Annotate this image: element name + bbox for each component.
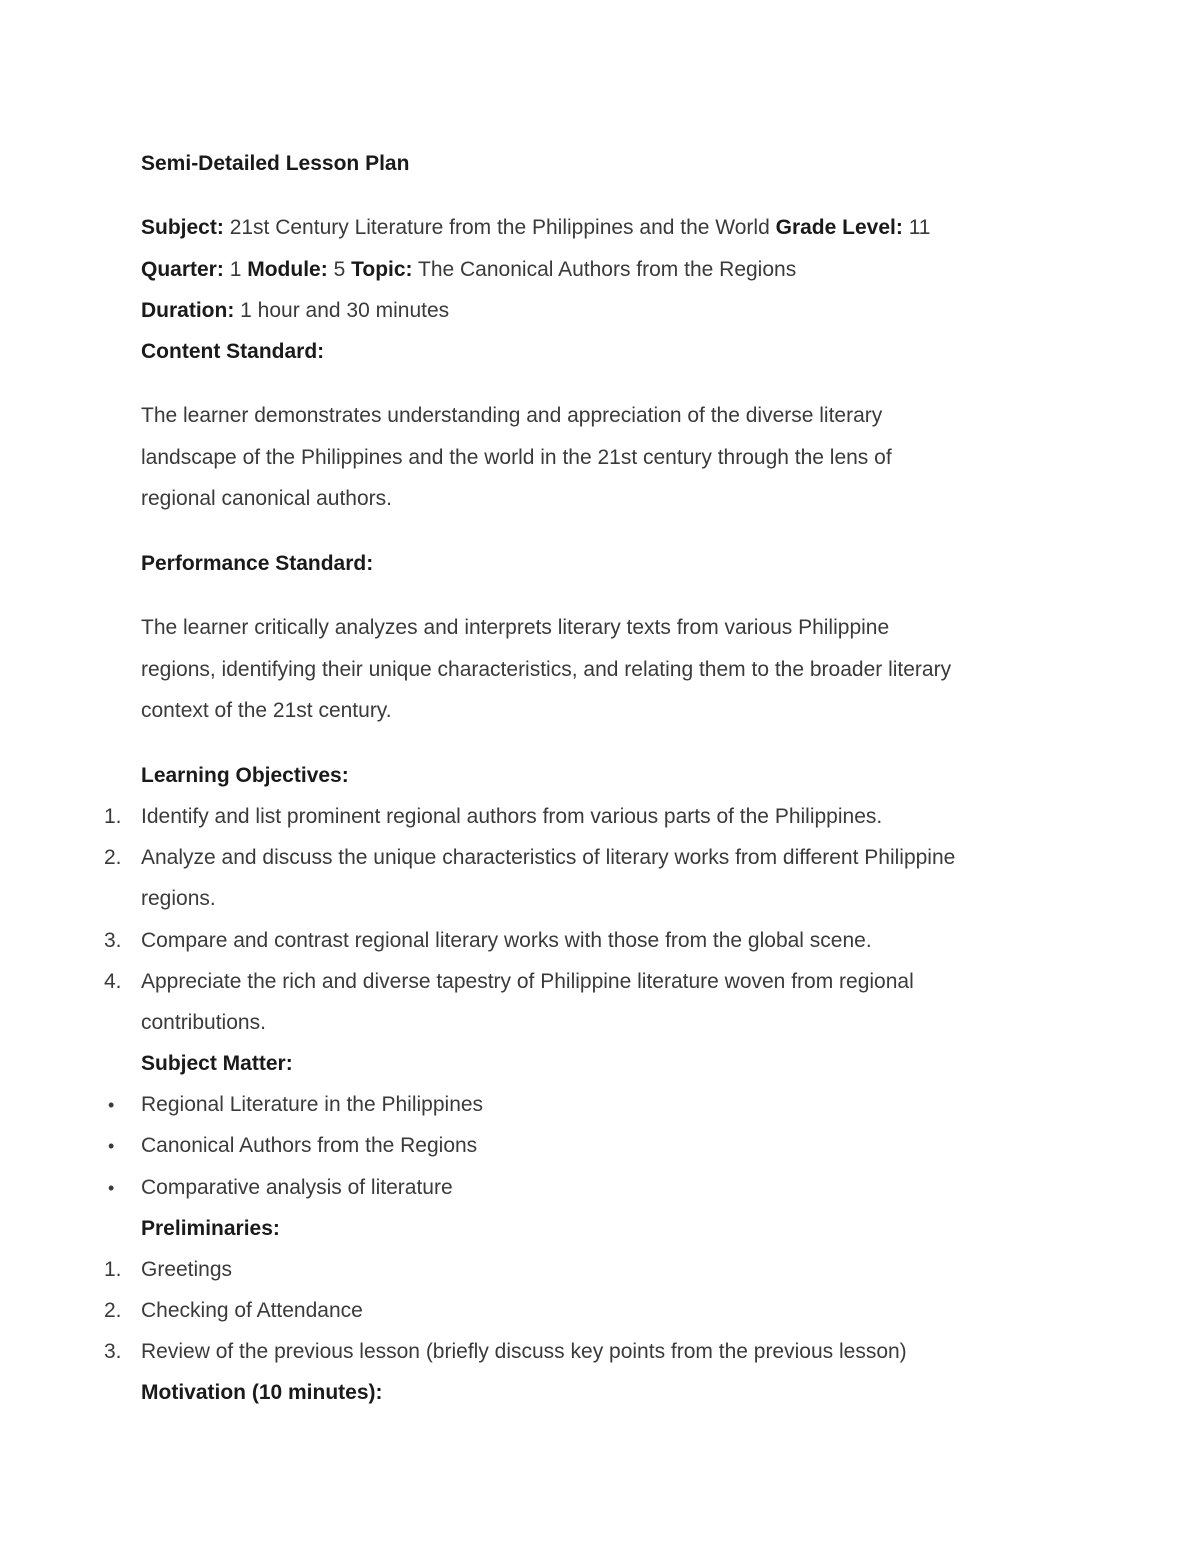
topic-value: The Canonical Authors from the Regions: [418, 258, 797, 281]
motivation-heading: Motivation (10 minutes):: [141, 1381, 383, 1404]
preliminary-item: Checking of Attendance: [141, 1299, 363, 1322]
objective-text: Compare and contrast regional literary works with those from the global scene.: [141, 929, 872, 952]
preliminary-item: Greetings: [141, 1258, 233, 1281]
duration-line: [141, 298, 449, 324]
quarter-module-topic-line: [141, 257, 796, 283]
learning-objectives-heading: Learning Objectives:: [141, 764, 349, 787]
duration-value: 1 hour and 30 minutes: [240, 299, 450, 322]
subject-matter-item: Regional Literature in the Philippines: [141, 1093, 484, 1116]
duration-label: Duration:: [141, 299, 235, 322]
subject-label: Subject:: [141, 216, 224, 239]
topic-label: Topic:: [351, 258, 413, 281]
objective-number: 1.: [104, 805, 122, 828]
subject-matter-heading: Subject Matter:: [141, 1052, 293, 1075]
performance-standard-line: context of the 21st century.: [141, 699, 392, 722]
quarter-value: 1: [229, 258, 242, 281]
quarter-label: Quarter:: [141, 258, 224, 281]
bullet-icon: •: [108, 1136, 115, 1156]
grade-level-value: 11: [908, 216, 931, 239]
performance-standard-line: The learner critically analyzes and interprets literary texts from various Philippine: [141, 616, 890, 639]
bullet-icon: •: [108, 1178, 115, 1198]
performance-standard-heading: Performance Standard:: [141, 552, 374, 575]
objective-text: contributions.: [141, 1011, 266, 1034]
objective-text: Analyze and discuss the unique characteristics of literary works from different Philippine: [141, 846, 956, 869]
objective-text: Identify and list prominent regional authors from various parts of the Philippines.: [141, 805, 883, 828]
grade-level-label: Grade Level:: [775, 216, 903, 239]
subject-value: 21st Century Literature from the Philippines and the World: [229, 216, 770, 239]
bullet-icon: •: [108, 1095, 115, 1115]
content-standard-heading: Content Standard:: [141, 340, 325, 363]
objective-text: regions.: [141, 887, 216, 910]
preliminary-number: 3.: [104, 1340, 122, 1363]
preliminaries-heading: Preliminaries:: [141, 1217, 280, 1240]
subject-matter-item: Canonical Authors from the Regions: [141, 1134, 478, 1157]
objective-text: Appreciate the rich and diverse tapestry of Philippine literature woven from regional: [141, 970, 914, 993]
content-standard-line: The learner demonstrates understanding and appreciation of the diverse literary: [141, 404, 883, 427]
subject-grade-line: [141, 215, 931, 241]
performance-standard-line: regions, identifying their unique characteristics, and relating them to the broader literary: [141, 658, 952, 681]
module-label: Module:: [247, 258, 328, 281]
objective-number: 3.: [104, 929, 122, 952]
objective-number: 2.: [104, 846, 122, 869]
content-standard-line: landscape of the Philippines and the world in the 21st century through the lens of: [141, 446, 892, 469]
preliminary-number: 2.: [104, 1299, 122, 1322]
module-value: 5: [333, 258, 346, 281]
preliminary-number: 1.: [104, 1258, 122, 1281]
document-title: Semi-Detailed Lesson Plan: [141, 152, 410, 175]
subject-matter-item: Comparative analysis of literature: [141, 1176, 453, 1199]
content-standard-line: regional canonical authors.: [141, 487, 392, 510]
preliminary-item: Review of the previous lesson (briefly discuss key points from the previous lesson): [141, 1340, 907, 1363]
objective-number: 4.: [104, 970, 122, 993]
